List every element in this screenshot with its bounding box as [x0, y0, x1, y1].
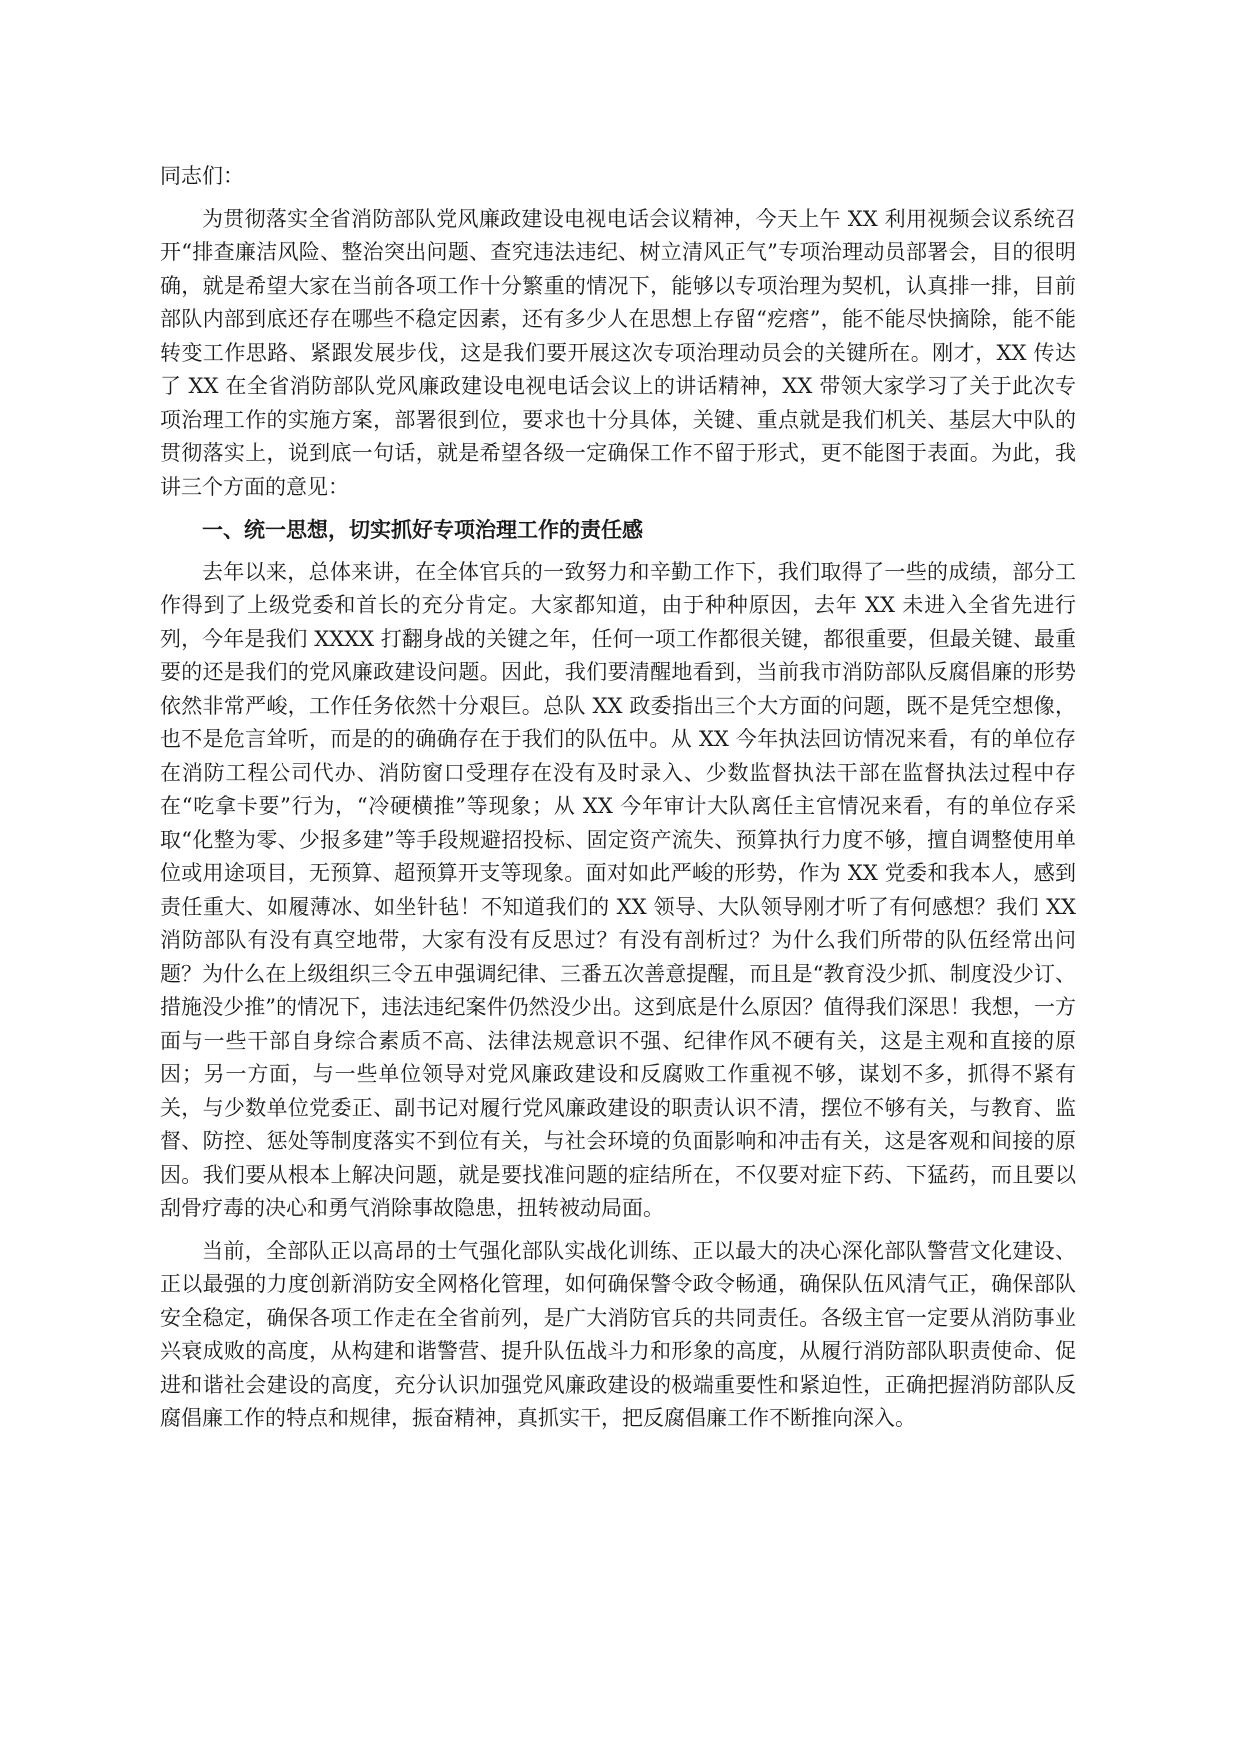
- salutation: 同志们：: [160, 164, 244, 188]
- paragraph-responsibility: 当前，全部队正以高昂的士气强化部队实战化训练、正以最大的决心深化部队警营文化建设、正以最强的力度创新消防安全网格化管理，如何确保警令政令畅通，确保队伍风清气正，确保部队安全稳定，确保各项工作走在全省前列，是广大消防官兵的共同责任。各级主官一定要从消防事业兴衰成败的高度，从构建和谐警营、提升队伍战斗力和形象的高度，从履行消防部队职责使命、促进和谐社会建设的高度，充分认识加强党风廉政建设的极端重要性和紧迫性，正确把握消防部队反腐倡廉工作的特点和规律，振奋精神，真抓实干，把反腐倡廉工作不断推向深入。: [160, 1238, 1076, 1430]
- section-heading-1: 一、统一思想，切实抓好专项治理工作的责任感: [202, 517, 643, 542]
- paragraph-situation: 去年以来，总体来讲，在全体官兵的一致努力和辛勤工作下，我们取得了一些的成绩，部分工作得到了上级党委和首长的充分肯定。大家都知道，由于种种原因，去年 XX 未进入全省先进行列，今年是我们 XXXX 打翻身战的关键之年，任何一项工作都很关键，都很重要，但最关键、最重要的还是我们的党风廉政建设问题。因此，我们要清醒地看到，当前我市消防部队反腐倡廉的形势依然非常严峻，工作任务依然十分艰巨。总队 XX 政委指出三个大方面的问题，既不是凭空想像，也不是危言耸听，而是的的确确存在于我们的队伍中。从 XX 今年执法回访情况来看，有的单位存在消防工程公司代办、消防窗口受理存在没有及时录入、少数监督执法干部在监督执法过程中存在“吃拿卡要”行为，“冷硬横推”等现象；从 XX 今年审计大队离任主官情况来看，有的单位存采取“化整为零、少报多建”等手段规避招投标、固定资产流失、预算执行力度不够，擅自调整使用单位或用途项目，无预算、超预算开支等现象。面对如此严峻的形势，作为 XX 党委和我本人，感到责任重大、如履薄冰、如坐针毡！不知道我们的 XX 领导、大队领导刚才听了有何感想？我们 XX 消防部队有没有真空地带，大家有没有反思过？有没有剖析过？为什么我们所带的队伍经常出问题？为什么在上级组织三令五申强调纪律、三番五次善意提醒，而且是“教育没少抓、制度没少订、措施没少推”的情况下，违法违纪案件仍然没少出。这到底是什么原因？值得我们深思！我想，一方面与一些干部自身综合素质不高、法律法规意识不强、纪律作风不硬有关，这是主观和直接的原因；另一方面，与一些单位领导对党风廉政建设和反腐败工作重视不够，谋划不多，抓得不紧有关，与少数单位党委正、副书记对履行党风廉政建设的职责认识不清，摆位不够有关，与教育、监督、防控、惩处等制度落实不到位有关，与社会环境的负面影响和冲击有关，这是客观和间接的原因。我们要从根本上解决问题，就是要找准问题的症结所在，不仅要对症下药、下猛药，而且要以刮骨疗毒的决心和勇气消除事故隐患，扭转被动局面。: [160, 559, 1076, 1220]
- document-body: [160, 160, 1076, 1445]
- paragraph-intro: 为贯彻落实全省消防部队党风廉政建设电视电话会议精神，今天上午 XX 利用视频会议系统召开“排查廉洁风险、整治突出问题、查究违法违纪、树立清风正气”专项治理动员部署会，目的很明确，就是希望大家在当前各项工作十分繁重的情况下，能够以专项治理为契机，认真排一排，目前部队内部到底还存在哪些不稳定因素，还有多少人在思想上存留“疙瘩”，能不能尽快摘除，能不能转变工作思路、紧跟发展步伐，这是我们要开展这次专项治理动员会的关键所在。刚才，XX 传达了 XX 在全省消防部队党风廉政建设电视电话会议上的讲话精神，XX 带领大家学习了关于此次专项治理工作的实施方案，部署很到位，要求也十分具体，关键、重点就是我们机关、基层大中队的贯彻落实上，说到底一句话，就是希望各级一定确保工作不留于形式，更不能图于表面。为此，我讲三个方面的意见：: [160, 206, 1076, 499]
